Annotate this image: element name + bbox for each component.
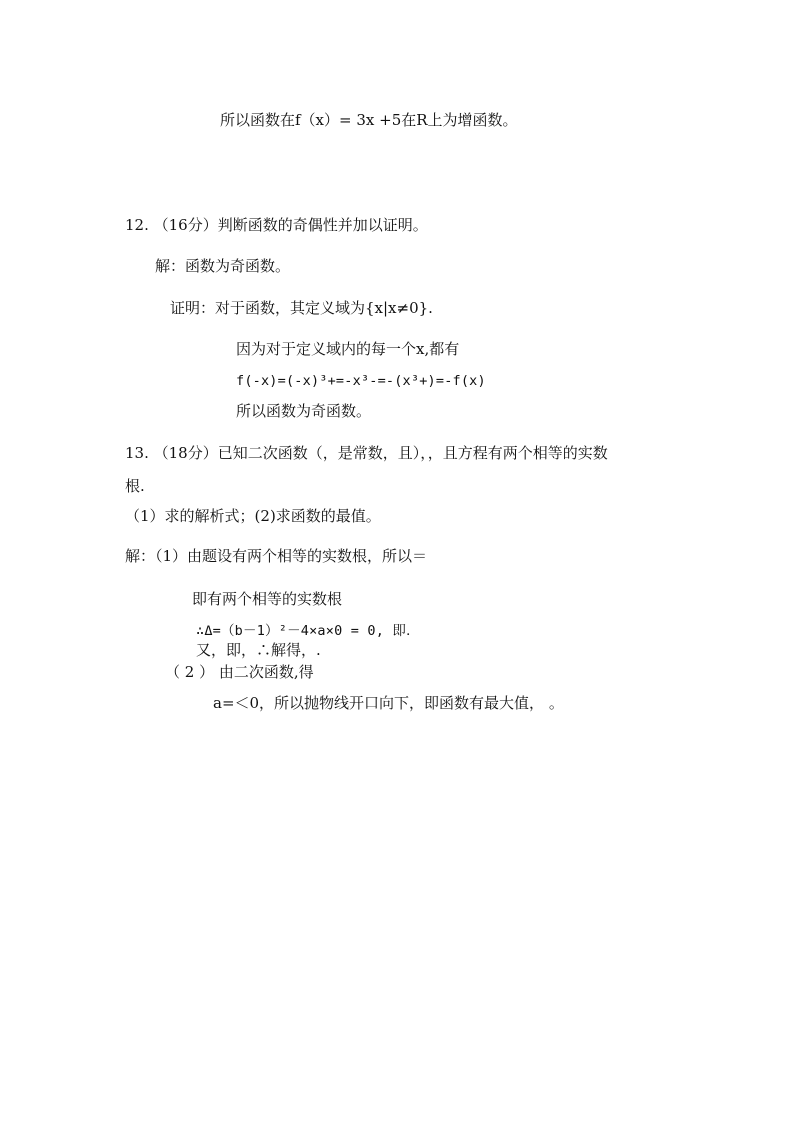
problem-12-answer: 解：函数为奇函数。: [155, 257, 291, 275]
problem-13-statement-cont: 根.: [125, 477, 145, 495]
problem-13-statement: 13. （18分）已知二次函数（，是常数，且），，且方程有两个相等的实数: [125, 444, 608, 462]
problem-13-solution-part2: （ 2 ） 由二次函数,得: [165, 663, 314, 681]
problem-13-solution-solve: 又，即，∴解得，.: [196, 641, 321, 659]
problem-13-solution-part1: 解：（1）由题设有两个相等的实数根，所以＝: [125, 547, 428, 565]
problem-13-questions: （1）求的解析式；(2)求函数的最值。: [125, 507, 381, 525]
problem-13-solution-discriminant: ∴Δ=（b－1）²－4×a×0 = 0, 即．: [196, 623, 420, 639]
conclusion-increasing-function: 所以函数在f（x）= 3x +5在R上为增函数。: [220, 111, 518, 129]
problem-12-proof-conclusion: 所以函数为奇函数。: [236, 402, 372, 420]
problem-13-solution-roots: 即有两个相等的实数根: [192, 590, 343, 608]
problem-12-proof-domain: 证明：对于函数，其定义域为{x|x≠0}.: [170, 299, 433, 317]
problem-12-statement: 12. （16分）判断函数的奇偶性并加以证明。: [125, 216, 428, 234]
problem-12-proof-formula: f(-x)=(-x)³+=-x³-=-(x³+)=-f(x): [236, 373, 486, 389]
problem-13-solution-max: a=＜0，所以抛物线开口向下，即函数有最大值， 。: [213, 694, 564, 712]
problem-12-proof-step: 因为对于定义域内的每一个x,都有: [236, 340, 460, 358]
